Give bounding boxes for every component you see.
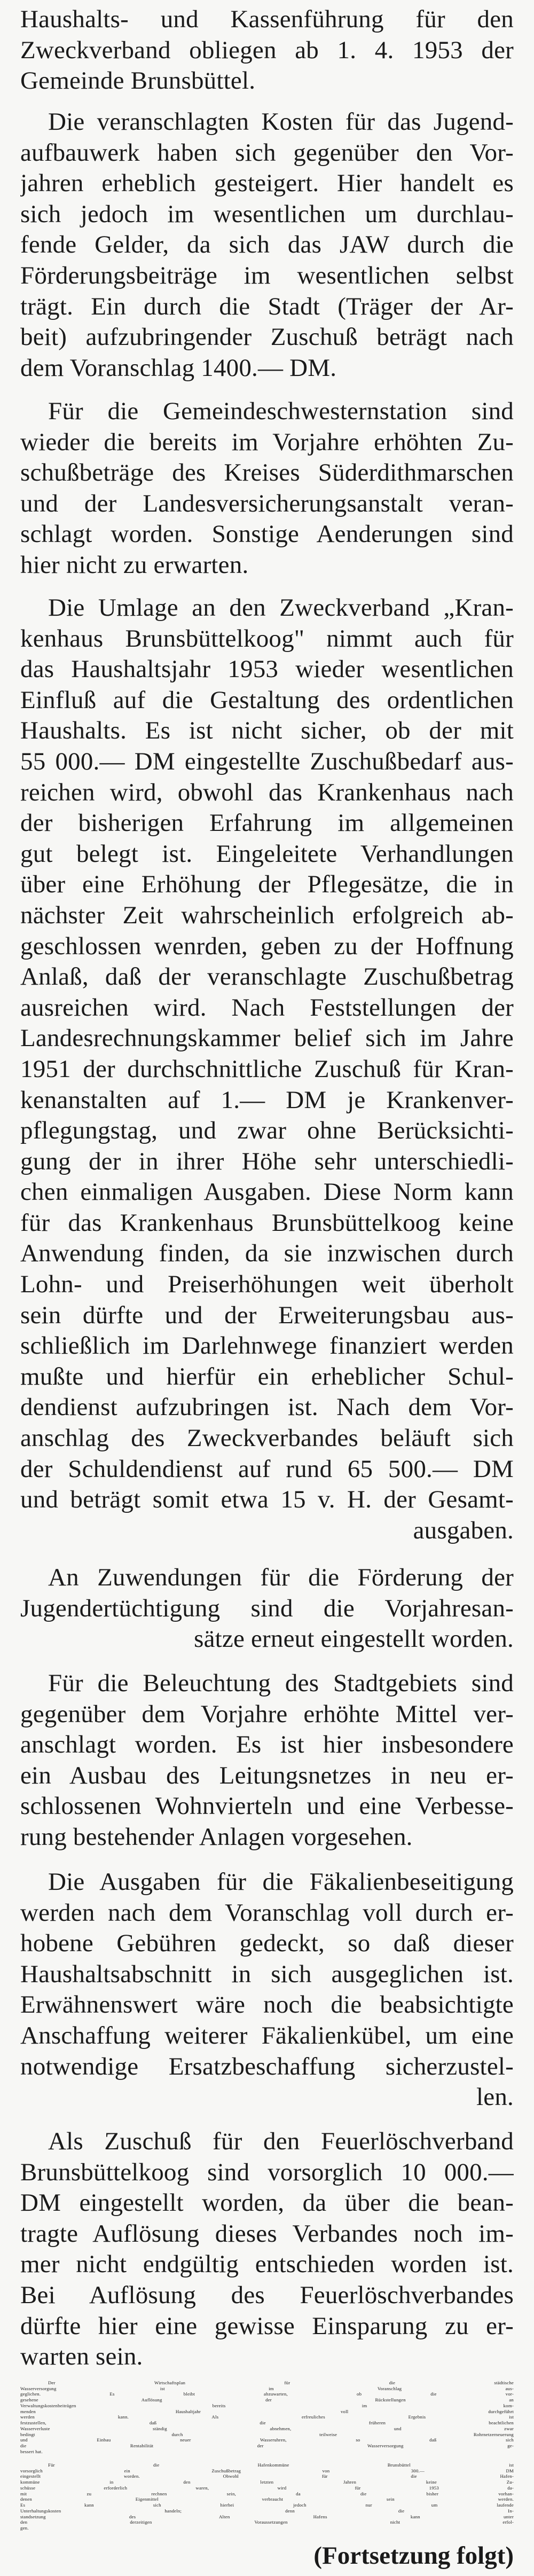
text-line: und der Landesversicherungsanstalt veran- — [20, 489, 514, 517]
text-line: dürfte hier eine gewisse Einsparung zu er- — [20, 2312, 514, 2340]
text-line: und Einbau neuer Wasseruhren, so daß sich — [20, 2437, 514, 2443]
text-line: dendienst aufzubringen ist. Nach dem Vor- — [20, 1393, 514, 1421]
text-line: Es kann sich hierbei jedoch nur um laufende — [20, 2502, 514, 2508]
text-line: gung der in ihrer Höhe sehr unterschiedli- — [20, 1147, 514, 1175]
text-line: Wasserverluste ständig abnehmen, und zwar — [20, 2425, 514, 2431]
paragraph-jugendaufbauwerk — [20, 107, 514, 383]
text-line: trägt. Ein durch die Stadt (Träger der Ar- — [20, 292, 514, 320]
text-line: tragte Auflösung dieses Verbandes noch im- — [20, 2219, 514, 2248]
text-line: 55 000.— DM eingestellte Zuschußbedarf aus- — [20, 747, 514, 775]
text-line: hier nicht zu erwarten. — [20, 551, 249, 579]
text-line: mit zu rechnen sein, da die bisher vorhan- — [20, 2491, 514, 2496]
text-line: kenanstalten auf 1.— DM je Krankenver- — [20, 1086, 514, 1114]
text-line: Die veranschlagten Kosten für das Jugend- — [48, 108, 514, 136]
text-line: Gemeinde Brunsbüttel. — [20, 67, 256, 95]
text-line: Wasserversorgung ist im Voranschlag aus- — [20, 2385, 514, 2391]
text-line: warten sein. — [20, 2343, 143, 2371]
text-line: Lohn- und Preiserhöhungen weit überholt — [20, 1270, 514, 1299]
text-line: der bisherigen Erfahrung im allgemeinen — [20, 809, 514, 837]
text-line: notwendige Ersatzbeschaffung sicherzustel- — [20, 2052, 514, 2080]
text-line: mer nicht endgültig entschieden worden ist. — [20, 2250, 514, 2279]
text-line: anschlagt worden. Es ist hier insbesondere — [20, 1731, 514, 1759]
text-line: werden kann. Als erfreuliches Ergebnis ist — [20, 2414, 514, 2420]
text-line: Haushalts- und Kassenführung für den — [20, 5, 514, 33]
text-line: sein dürfte und der Erweiterungsbau aus- — [20, 1301, 514, 1329]
text-line: reichen wird, obwohl das Krankenhaus nach — [20, 778, 514, 806]
text-line: rung bestehender Anlagen vorgesehen. — [20, 1823, 413, 1851]
text-line: Brunsbüttelkoog sind vorsorglich 10 000.— — [20, 2158, 514, 2186]
text-line: gen. — [20, 2525, 29, 2531]
text-line: DM eingestellt worden, da über die bean- — [20, 2189, 514, 2217]
text-line: hobene Gebühren gedeckt, so daß dieser — [20, 1929, 514, 1958]
text-line: standsetzung des Alten Hafens kann unter — [20, 2514, 514, 2519]
text-line: Landesrechnungskammer belief sich im Jahre — [20, 1024, 514, 1053]
text-line: Für die Hafenkommüne Brunsbüttel ist — [48, 2462, 514, 2468]
text-line: für das Krankenhaus Brunsbüttelkoog keine — [20, 1208, 514, 1237]
text-line: die Rentabilität der Wasserversorgung ge- — [20, 2443, 514, 2449]
continuation-note: (Fortsetzung folgt) — [313, 2542, 514, 2570]
text-line: Erwähnenswert wäre noch die beabsichtigte — [20, 1991, 514, 2019]
text-line: Als Zuschuß für den Feuerlöschverband — [48, 2127, 514, 2155]
paragraph-feuerloeschverband-cont — [20, 2249, 514, 2372]
text-line: Die Ausgaben für die Fäkalienbeseitigung — [48, 1868, 514, 1896]
paragraph-kassenfuehrung — [20, 4, 514, 97]
text-line: geglichen. Es bleibt abzuwarten, ob die vor- — [20, 2391, 514, 2397]
text-line: schußbeträge des Kreises Süderdithmarschen — [20, 459, 514, 487]
text-line: geschlossen wenrden, geben zu der Hoffnung — [20, 932, 514, 960]
text-line: den derzeitigen Voraussetzungen nicht erfol- — [20, 2519, 514, 2525]
text-line: wieder die bereits im Vorjahre erhöhten Zu- — [20, 428, 514, 456]
text-line: schüsse erforderlich waren, wird für 1953 da- — [20, 2485, 514, 2491]
text-line: bedingt durch teilweise Rohrnetzerneuerung — [20, 2431, 514, 2437]
text-line: Haushaltsabschnitt in sich ausgeglichen ist. — [20, 1960, 514, 1988]
text-line: Haushalts. Es ist nicht sicher, ob der mit — [20, 717, 514, 745]
text-line: beit) aufzubringender Zuschuß beträgt nach — [20, 323, 514, 351]
article-column — [20, 0, 514, 2576]
text-line: sätze erneut eingestellt worden. — [194, 1625, 514, 1653]
text-line: Einfluß auf die Gestaltung des ordentlichen — [20, 686, 514, 714]
text-line: über eine Erhöhung der Pflegesätze, die in — [20, 870, 514, 899]
paragraph-beleuchtung — [20, 1668, 514, 1853]
text-line: pflegungstag, und zwar ohne Berücksichti- — [20, 1117, 514, 1145]
text-line: Die Umlage an den Zweckverband „Kran- — [48, 594, 514, 622]
text-line: mußte und hierfür ein erheblicher Schul- — [20, 1362, 514, 1391]
text-line: anschlag des Zweckverbandes beläuft sich — [20, 1424, 514, 1452]
paragraph-hafenkommuene — [20, 2462, 514, 2531]
text-line: Für die Beleuchtung des Stadtgebiets sind — [48, 1669, 514, 1697]
text-line: denen Eigenmittel verbraucht sein werden. — [20, 2496, 514, 2502]
text-line: der Schuldendienst auf rund 65 500.— DM — [20, 1455, 514, 1483]
text-line: jahren erheblich gesteigert. Hier handelt es — [20, 169, 514, 198]
text-line: kommüne in den letzten Jahren keine Zu- — [20, 2479, 514, 2485]
text-line: nächster Zeit wahrscheinlich erfolgreich ab- — [20, 901, 514, 929]
text-line: len. — [476, 2083, 514, 2111]
paragraph-wasserversorgung — [20, 2380, 514, 2455]
text-line: chen einmaligen Ausgaben. Diese Norm kann — [20, 1178, 514, 1206]
text-line: Förderungsbeiträge im wesentlichen selbst — [20, 261, 514, 289]
text-line: Unterhaltungskosten handeln; denn die In- — [20, 2508, 514, 2514]
text-line: festzustellen, daß die früheren beachtlichen — [20, 2420, 514, 2426]
text-line: Verwaltungskostenbeiträgen bereits im kom- — [20, 2402, 514, 2408]
paragraph-gemeindeschwesternstation — [20, 396, 514, 581]
paragraph-feuerloeschverband — [20, 2126, 514, 2249]
text-line: Anlaß, daß der veranschlagte Zuschußbetrag — [20, 963, 514, 991]
text-line: sich jedoch im wesentlichen um durchlau- — [20, 200, 514, 228]
text-line: gegenüber dem Vorjahre erhöhte Mittel ver- — [20, 1700, 514, 1728]
text-line: das Haushaltsjahr 1953 wieder wesentlichen — [20, 655, 514, 684]
text-line: An Zuwendungen für die Förderung der — [48, 1564, 514, 1591]
text-line: eingestellt worden. Obwohl für die Hafen- — [20, 2473, 514, 2479]
text-line: Jugendertüchtigung sind die Vorjahresan- — [20, 1594, 514, 1622]
text-line: Anschaffung weiterer Fäkalienkübel, um eine — [20, 2021, 514, 2049]
text-line: Der Wirtschaftsplan für die städtische — [48, 2379, 514, 2385]
paragraph-jugendertuechtigung — [20, 1562, 514, 1655]
text-line: ausgaben. — [413, 1516, 514, 1544]
text-line: menden Haushaltjahr voll durchgeführt — [20, 2408, 514, 2414]
text-line: ein Ausbau des Leitungsnetzes in neu er- — [20, 1761, 514, 1789]
text-line: gesehene Auflösung der Rückstellungen an — [20, 2397, 514, 2403]
text-line: Für die Gemeindeschwesternstation sind — [48, 397, 514, 425]
text-line: fende Gelder, da sich das JAW durch die — [20, 231, 514, 259]
text-line: schließlich im Darlehnwege finanziert werden — [20, 1332, 514, 1360]
text-line: werden nach dem Voranschlag voll durch er- — [20, 1898, 514, 1927]
text-line: kenhaus Brunsbüttelkoog" nimmt auch für — [20, 624, 514, 653]
text-line: schlossenen Wohnvierteln und eine Verbesse- — [20, 1792, 514, 1820]
text-line: ausreichen wird. Nach Feststellungen der — [20, 993, 514, 1022]
text-line: schlagt worden. Sonstige Aenderungen sind — [20, 520, 514, 548]
text-line: 1951 der durchschnittliche Zuschuß für Kran- — [20, 1055, 514, 1083]
paragraph-krankenhaus — [20, 593, 514, 1546]
text-line: und beträgt somit etwa 15 v. H. der Gesamt- — [20, 1486, 514, 1514]
text-line: vorsorglich ein Zuschußbetrag von 300.— DM — [20, 2468, 514, 2473]
text-line: aufbauwerk haben sich gegenüber den Vor- — [20, 138, 514, 167]
text-line: gut belegt ist. Eingeleitete Verhandlungen — [20, 839, 514, 868]
text-line: dem Voranschlag 1400.— DM. — [20, 354, 337, 382]
text-line: bessert hat. — [20, 2448, 43, 2454]
text-line: Zweckverband obliegen ab 1. 4. 1953 der — [20, 36, 514, 64]
paragraph-faekalienbeseitigung — [20, 1867, 514, 2113]
text-line: Bei Auflösung des Feuerlöschverbandes — [20, 2281, 514, 2309]
text-line: Anwendung finden, da sie inzwischen durch — [20, 1239, 514, 1268]
